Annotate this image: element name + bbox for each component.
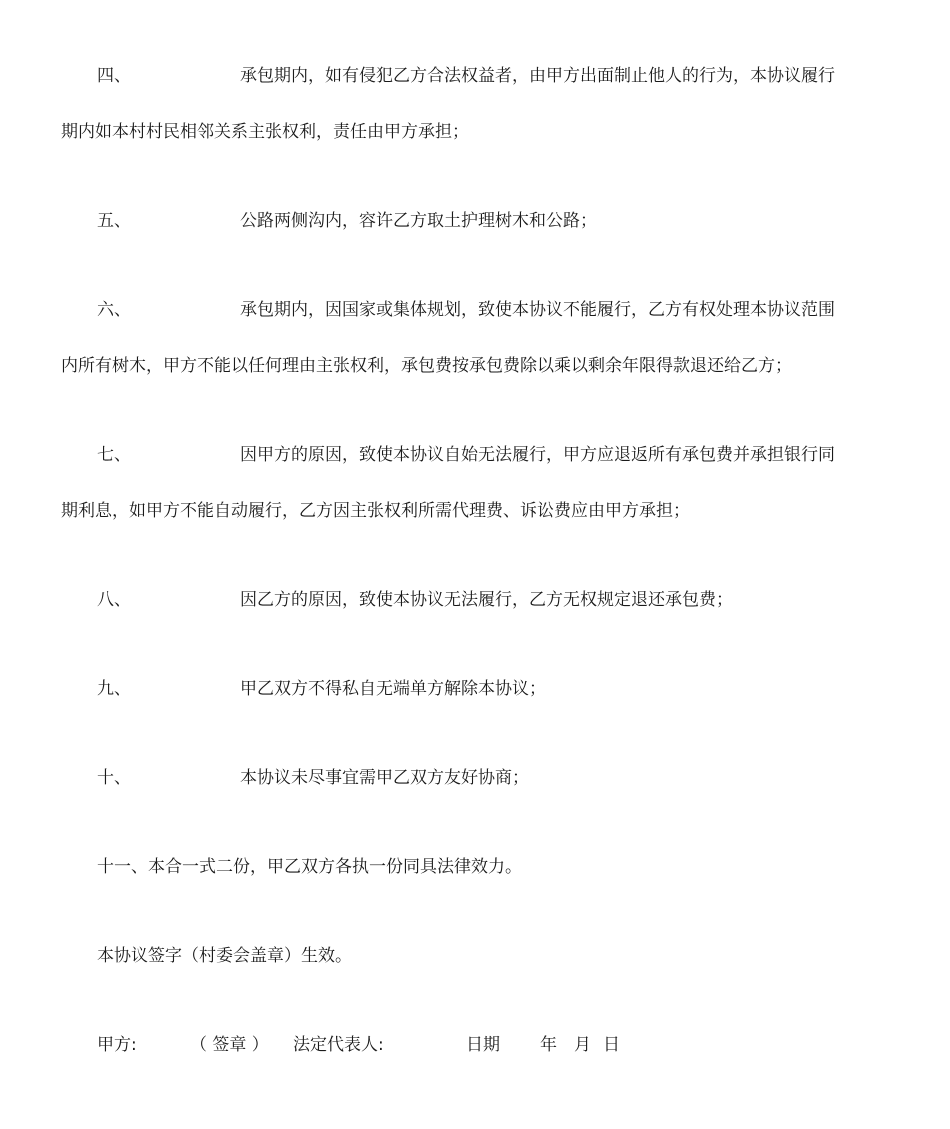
clause-text: 本协议未尽事宜需甲乙双方友好协商； xyxy=(240,768,529,788)
clause-text: 十一、本合一式二份，甲乙双方各执一份同具法律效力。 xyxy=(97,857,522,877)
legal-representative-label: 法定代表人: xyxy=(293,1035,384,1055)
clause-number: 四、 xyxy=(97,66,131,86)
clause-text: 承包期内，如有侵犯乙方合法权益者，由甲方出面制止他人的行为，本协议履行 xyxy=(240,66,835,86)
clause-text: 因乙方的原因，致使本协议无法履行，乙方无权规定退还承包费； xyxy=(240,590,733,610)
year-label: 年 xyxy=(540,1035,557,1055)
clause-text: 甲乙双方不得私自无端单方解除本协议； xyxy=(240,679,546,699)
clause-number: 七、 xyxy=(97,445,131,465)
clause-text: 期利息，如甲方不能自动履行，乙方因主张权利所需代理费、诉讼费应由甲方承担； xyxy=(61,501,690,521)
clause-text: 内所有树木，甲方不能以任何理由主张权利，承包费按承包费除以乘以剩余年限得款退还给乙方； xyxy=(61,356,792,376)
day-label: 日 xyxy=(603,1035,620,1055)
clause-text: 因甲方的原因，致使本协议自始无法履行，甲方应退返所有承包费并承担银行同 xyxy=(240,445,835,465)
clause-number: 六、 xyxy=(97,300,131,320)
clause-text: 期内如本村村民相邻关系主张权利，责任由甲方承担； xyxy=(61,122,469,142)
date-label: 日期 xyxy=(466,1035,500,1055)
clause-text: 承包期内，因国家或集体规划，致使本协议不能履行，乙方有权处理本协议范围 xyxy=(240,300,835,320)
party-a-label: 甲方: xyxy=(97,1035,137,1055)
effective-text: 本协议签字（村委会盖章）生效。 xyxy=(97,946,352,966)
clause-number: 八、 xyxy=(97,590,131,610)
seal-label: （ 签章 ） xyxy=(190,1035,269,1055)
clause-number: 五、 xyxy=(97,211,131,231)
clause-text: 公路两侧沟内，容许乙方取土护理树木和公路； xyxy=(240,211,597,231)
clause-number: 十、 xyxy=(97,768,131,788)
month-label: 月 xyxy=(574,1035,591,1055)
clause-number: 九、 xyxy=(97,679,131,699)
